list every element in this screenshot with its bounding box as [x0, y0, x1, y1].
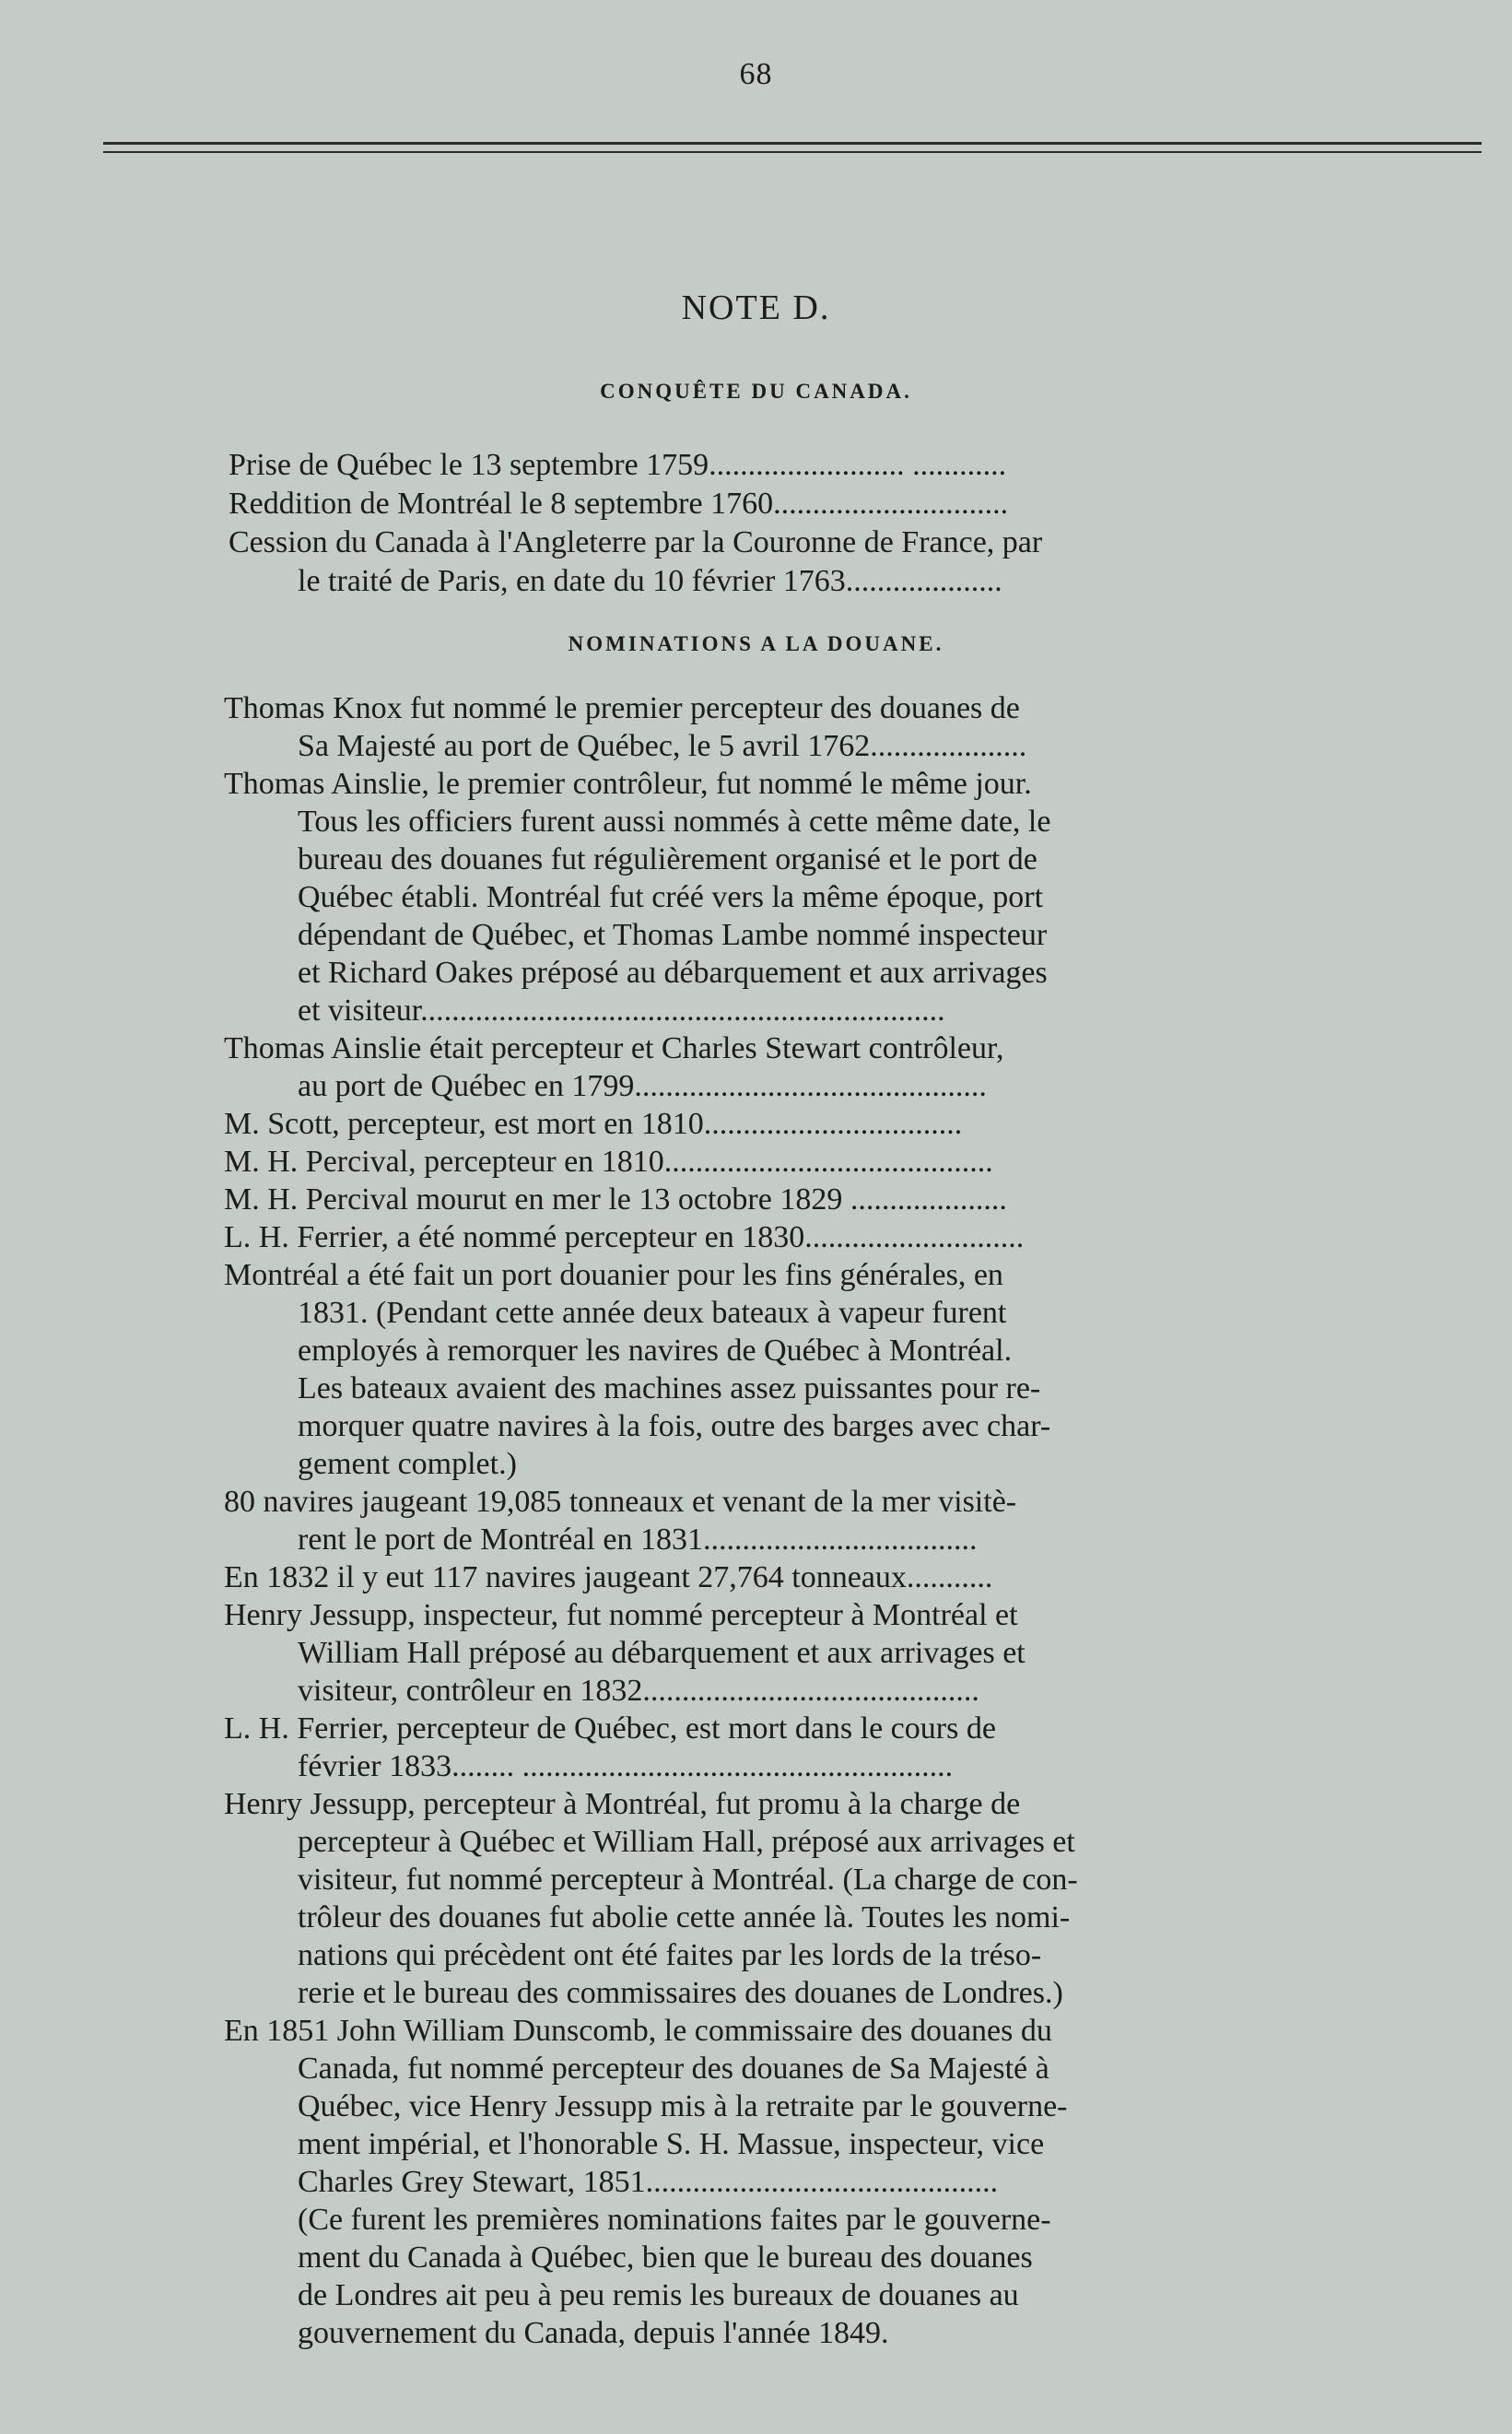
text-line: rent le port de Montréal en 1831...................................	[298, 1523, 978, 1557]
text-line: et Richard Oakes préposé au débarquement et aux arrivages	[298, 956, 1048, 990]
text-line: M. H. Percival mourut en mer le 13 octobre 1829 ....................	[224, 1182, 1007, 1217]
text-line: Québec, vice Henry Jessupp mis à la retraite par le gouverne-	[298, 2089, 1068, 2123]
text-line: L. H. Ferrier, percepteur de Québec, est mort dans le cours de	[224, 1711, 996, 1746]
text-line: Cession du Canada à l'Angleterre par la Couronne de France, par	[229, 525, 1043, 559]
note-title: NOTE D.	[681, 288, 831, 327]
text-line: En 1851 John William Dunscomb, le commissaire des douanes du	[224, 2014, 1052, 2048]
text-line: Reddition de Montréal le 8 septembre 1760..............................	[229, 487, 1009, 521]
text-line: Thomas Ainslie, le premier contrôleur, fut nommé le même jour.	[224, 767, 1032, 801]
text-line: 1831. (Pendant cette année deux bateaux à vapeur furent	[298, 1296, 1007, 1330]
section-heading-nominations: NOMINATIONS A LA DOUANE.	[568, 632, 944, 655]
text-line: rerie et le bureau des commissaires des douanes de Londres.)	[298, 1976, 1063, 2010]
text-line: L. H. Ferrier, a été nommé percepteur en 1830............................	[224, 1220, 1025, 1254]
text-line: (Ce furent les premières nominations faites par le gouverne-	[298, 2203, 1051, 2237]
text-line: M. Scott, percepteur, est mort en 1810.................................	[224, 1107, 963, 1141]
text-line: Québec établi. Montréal fut créé vers la même époque, port	[298, 880, 1044, 914]
text-line: Henry Jessupp, inspecteur, fut nommé percepteur à Montréal et	[224, 1598, 1018, 1632]
text-line: visiteur, contrôleur en 1832...........................................	[298, 1674, 979, 1708]
section-heading-conquete: CONQUÊTE DU CANADA.	[600, 380, 912, 403]
text-line: et visiteur...................................................................	[298, 994, 945, 1028]
text-line: dépendant de Québec, et Thomas Lambe nommé inspecteur	[298, 918, 1048, 952]
text-line: Canada, fut nommé percepteur des douanes de Sa Majesté à	[298, 2052, 1049, 2086]
text-line: gouvernement du Canada, depuis l'année 1849.	[298, 2316, 889, 2350]
text-line: Sa Majesté au port de Québec, le 5 avril 1762....................	[298, 729, 1027, 763]
text-line: ment impérial, et l'honorable S. H. Massue, inspecteur, vice	[298, 2127, 1045, 2161]
text-line: visiteur, fut nommé percepteur à Montréal. (La charge de con-	[298, 1863, 1078, 1897]
text-line: nations qui précèdent ont été faites par les lords de la tréso-	[298, 1938, 1042, 1972]
text-line: Tous les officiers furent aussi nommés à cette même date, le	[298, 805, 1051, 839]
text-line: bureau des douanes fut régulièrement organisé et le port de	[298, 842, 1037, 876]
text-line: Montréal a été fait un port douanier pour les fins générales, en	[224, 1258, 1003, 1292]
text-line: Thomas Ainslie était percepteur et Charles Stewart contrôleur,	[224, 1031, 1004, 1065]
text-line: employés à remorquer les navires de Québec à Montréal.	[298, 1334, 1013, 1368]
text-line: février 1833........ .......................................................	[298, 1749, 954, 1783]
text-line: percepteur à Québec et William Hall, préposé aux arrivages et	[298, 1825, 1075, 1859]
text-line: Les bateaux avaient des machines assez puissantes pour re-	[298, 1371, 1041, 1405]
text-line: Charles Grey Stewart, 1851.............................................	[298, 2165, 999, 2199]
text-line: morquer quatre navires à la fois, outre des barges avec char-	[298, 1409, 1051, 1443]
text-line: trôleur des douanes fut abolie cette année là. Toutes les nomi-	[298, 1900, 1071, 1934]
text-line: Henry Jessupp, percepteur à Montréal, fut promu à la charge de	[224, 1787, 1021, 1821]
text-line: Prise de Québec le 13 septembre 1759......................... ............	[229, 448, 1007, 482]
text-line: le traité de Paris, en date du 10 février 1763....................	[298, 564, 1002, 598]
text-line: au port de Québec en 1799.............................................	[298, 1069, 987, 1103]
text-line: William Hall préposé au débarquement et aux arrivages et	[298, 1636, 1026, 1670]
text-line: ment du Canada à Québec, bien que le bureau des douanes	[298, 2240, 1033, 2275]
text-line: M. H. Percival, percepteur en 1810..........................................	[224, 1145, 993, 1179]
text-line: gement complet.)	[298, 1447, 517, 1481]
page-number: 68	[739, 57, 773, 91]
text-line: de Londres ait peu à peu remis les bureaux de douanes au	[298, 2278, 1019, 2312]
text-line: Thomas Knox fut nommé le premier percepteur des douanes de	[224, 691, 1020, 725]
text-line: En 1832 il y eut 117 navires jaugeant 27,764 tonneaux...........	[224, 1560, 993, 1594]
text-line: 80 navires jaugeant 19,085 tonneaux et venant de la mer visitè-	[224, 1485, 1017, 1519]
